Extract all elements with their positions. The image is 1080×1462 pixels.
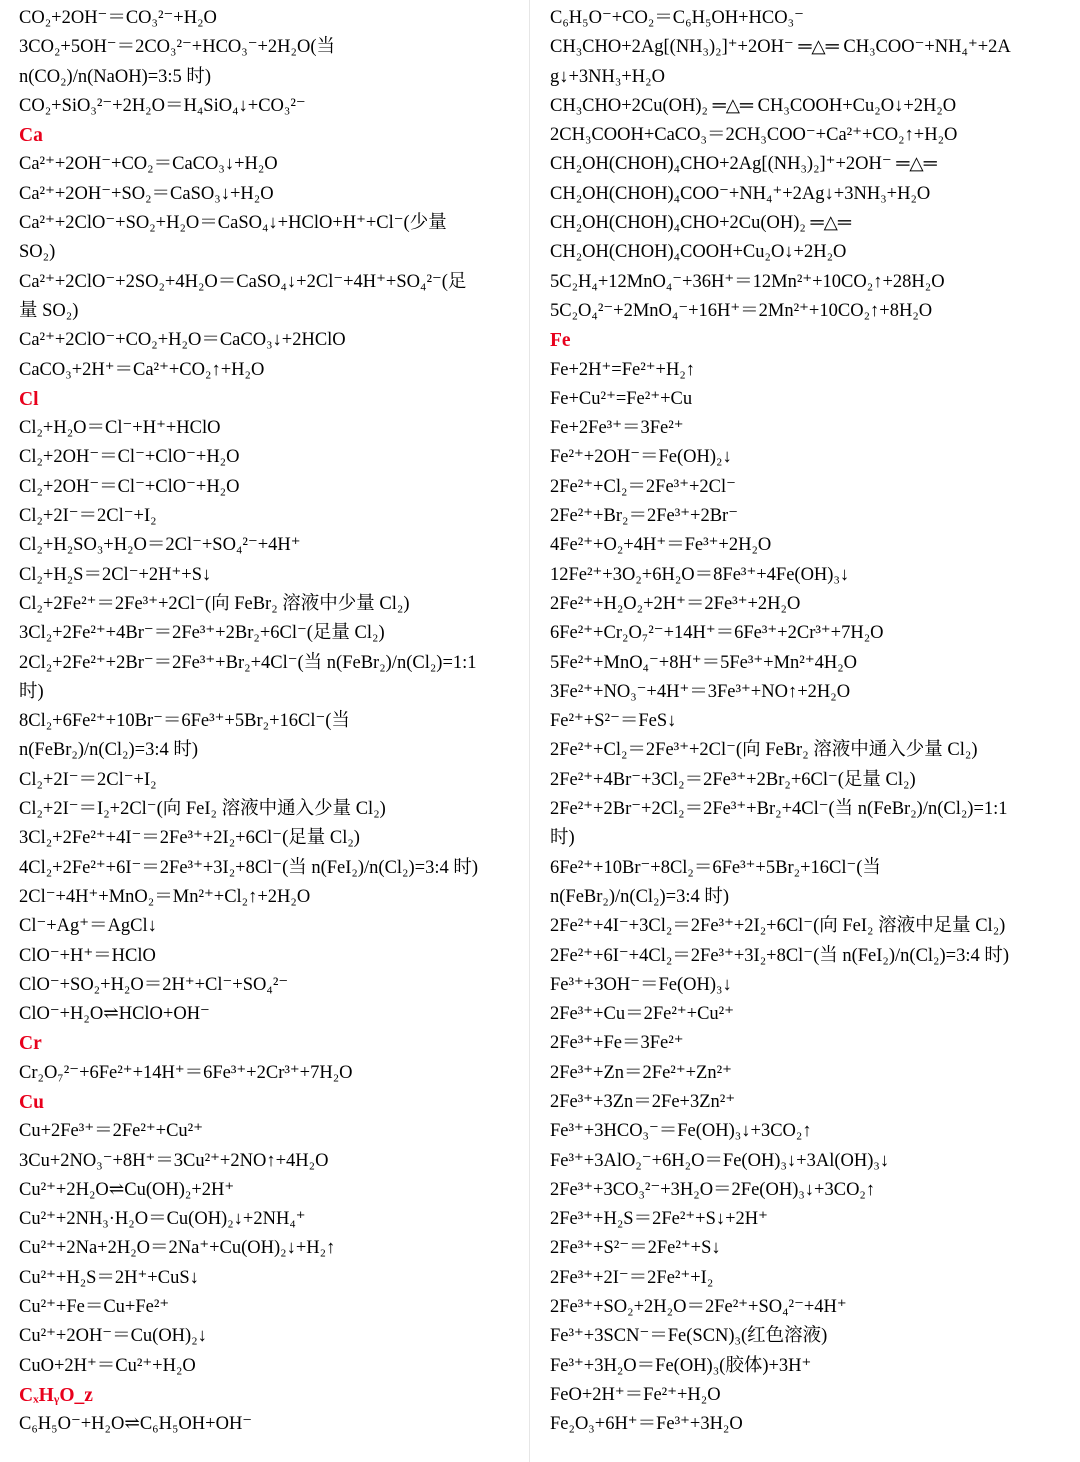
equation-line: 3Cl₂+2Fe²⁺+4Br⁻＝2Fe³⁺+2Br₂+6Cl⁻(足量 Cl₂) [19, 623, 385, 644]
equation-line: Ca²⁺+2OH⁻+SO₂＝CaSO₃↓+H₂O [19, 183, 274, 204]
section-heading: Cl [19, 388, 39, 410]
equation-line: Cr₂O₇²⁻+6Fe²⁺+14H⁺＝6Fe³⁺+2Cr³⁺+7H₂O [19, 1062, 353, 1083]
equation-line: 2Fe³⁺+Zn＝2Fe²⁺+Zn²⁺ [550, 1062, 732, 1083]
equation-line: 6Fe²⁺+Cr₂O₇²⁻+14H⁺＝6Fe³⁺+2Cr³⁺+7H₂O [550, 623, 884, 644]
equation-line: CO₂+SiO₃²⁻+2H₂O＝H₄SiO₄↓+CO₃²⁻ [19, 95, 306, 116]
equation-line: Cu²⁺+H₂S＝2H⁺+CuS↓ [19, 1267, 199, 1288]
equation-line: Fe₂O₃+6H⁺＝Fe³⁺+3H₂O [550, 1414, 743, 1435]
equation-line: Cu+2Fe³⁺＝2Fe²⁺+Cu²⁺ [19, 1121, 203, 1142]
equation-line: CH₃CHO+2Ag[(NH₃)₂]⁺+2OH⁻ ═△═ CH₃COO⁻+NH₄⁺+2A [550, 37, 1011, 58]
equation-line: 5C₂H₄+12MnO₄⁻+36H⁺＝12Mn²⁺+10CO₂↑+28H₂O [550, 271, 945, 292]
equation-line: 5C₂O₄²⁻+2MnO₄⁻+16H⁺＝2Mn²⁺+10CO₂↑+8H₂O [550, 300, 933, 321]
equation-line: 2Fe²⁺+4I⁻+3Cl₂＝2Fe³⁺+2I₂+6Cl⁻(向 FeI₂ 溶液中足量 Cl₂) [550, 916, 1006, 937]
equation-line: C₆H₅O⁻+H₂O⇌C₆H₅OH+OH⁻ [19, 1414, 253, 1435]
equation-line: 2Fe²⁺+Cl₂＝2Fe³⁺+2Cl⁻(向 FeBr₂ 溶液中通入少量 Cl₂) [550, 740, 978, 761]
equation-line: Cl₂+2Fe²⁺＝2Fe³⁺+2Cl⁻(向 FeBr₂ 溶液中少量 Cl₂) [19, 593, 410, 614]
equation-line: CaCO₃+2H⁺＝Ca²⁺+CO₂↑+H₂O [19, 359, 265, 380]
equation-line: 4Cl₂+2Fe²⁺+6I⁻＝2Fe³⁺+3I₂+8Cl⁻(当 n(FeI₂)/n(Cl₂)=3:4 时) [19, 857, 479, 878]
equation-line: 5Fe²⁺+MnO₄⁻+8H⁺＝5Fe³⁺+Mn²⁺4H₂O [550, 652, 858, 673]
equation-line: n(CO₂)/n(NaOH)=3:5 时) [19, 66, 212, 87]
equation-line: 2Fe²⁺+6I⁻+4Cl₂＝2Fe³⁺+3I₂+8Cl⁻(当 n(FeI₂)/n(Cl₂)=3:4 时) [550, 945, 1010, 966]
column-divider [529, 0, 530, 1462]
equation-line: Fe³⁺+3OH⁻＝Fe(OH)₃↓ [550, 974, 732, 995]
equation-line: 8Cl₂+6Fe²⁺+10Br⁻＝6Fe³⁺+5Br₂+16Cl⁻(当 [19, 711, 350, 732]
equation-line: Fe³⁺+3H₂O＝Fe(OH)₃(胶体)+3H⁺ [550, 1355, 812, 1376]
equation-line: Fe+2H⁺=Fe²⁺+H₂↑ [550, 359, 696, 380]
equation-line: 2Fe³⁺+2I⁻＝2Fe²⁺+I₂ [550, 1267, 714, 1288]
equation-line: 2Fe³⁺+SO₂+2H₂O＝2Fe²⁺+SO₄²⁻+4H⁺ [550, 1297, 847, 1318]
equation-line: Cl₂+H₂SO₃+H₂O＝2Cl⁻+SO₄²⁻+4H⁺ [19, 535, 301, 556]
equation-line: Cl₂+2OH⁻＝Cl⁻+ClO⁻+H₂O [19, 476, 240, 497]
equation-line: Fe+Cu²⁺=Fe²⁺+Cu [550, 388, 693, 409]
equation-line: 2Fe³⁺+3CO₃²⁻+3H₂O＝2Fe(OH)₃↓+3CO₂↑ [550, 1179, 876, 1200]
equation-line: Cu²⁺+2Na+2H₂O＝2Na⁺+Cu(OH)₂↓+H₂↑ [19, 1238, 336, 1259]
equation-line: 2Fe³⁺+Fe＝3Fe²⁺ [550, 1033, 684, 1054]
equation-line: 时) [550, 828, 575, 849]
equation-line: 量 SO₂) [19, 300, 79, 321]
equation-line: Fe+2Fe³⁺＝3Fe²⁺ [550, 418, 684, 439]
equation-line: n(FeBr₂)/n(Cl₂)=3:4 时) [19, 740, 199, 761]
equation-line: 2Fe³⁺+H₂S＝2Fe²⁺+S↓+2H⁺ [550, 1209, 768, 1230]
equation-line: Ca²⁺+2ClO⁻+CO₂+H₂O＝CaCO₃↓+2HClO [19, 330, 346, 351]
section-heading: Cu [19, 1091, 44, 1113]
equation-line: CH₂OH(CHOH)₄COO⁻+NH₄⁺+2Ag↓+3NH₃+H₂O [550, 183, 931, 204]
equation-line: 3CO₂+5OH⁻＝2CO₃²⁻+HCO₃⁻+2H₂O(当 [19, 37, 335, 58]
equation-line: Cu²⁺+2H₂O⇌Cu(OH)₂+2H⁺ [19, 1179, 235, 1200]
equation-line: Ca²⁺+2ClO⁻+2SO₂+4H₂O＝CaSO₄↓+2Cl⁻+4H⁺+SO₄²⁻(足 [19, 271, 467, 292]
equation-line: Cl₂+2OH⁻＝Cl⁻+ClO⁻+H₂O [19, 447, 240, 468]
equation-line: Fe³⁺+3SCN⁻＝Fe(SCN)₃(红色溶液) [550, 1326, 828, 1347]
equation-line: Fe²⁺+2OH⁻＝Fe(OH)₂↓ [550, 447, 732, 468]
equation-line: 2CH₃COOH+CaCO₃＝2CH₃COO⁻+Ca²⁺+CO₂↑+H₂O [550, 125, 958, 146]
equation-line: Cl⁻+Ag⁺＝AgCl↓ [19, 916, 157, 937]
equation-line: Fe³⁺+3HCO₃⁻＝Fe(OH)₃↓+3CO₂↑ [550, 1121, 812, 1142]
equation-line: Cu²⁺+2OH⁻＝Cu(OH)₂↓ [19, 1326, 207, 1347]
equation-line: 2Fe²⁺+Br₂＝2Fe³⁺+2Br⁻ [550, 506, 738, 527]
equation-line: ClO⁻+H₂O⇌HClO+OH⁻ [19, 1004, 210, 1025]
equation-line: Cu²⁺+Fe＝Cu+Fe²⁺ [19, 1297, 170, 1318]
left-column [19, 4, 524, 1440]
equation-line: 12Fe²⁺+3O₂+6H₂O＝8Fe³⁺+4Fe(OH)₃↓ [550, 564, 850, 585]
equation-line: FeO+2H⁺＝Fe²⁺+H₂O [550, 1384, 721, 1405]
equation-line: 4Fe²⁺+O₂+4H⁺＝Fe³⁺+2H₂O [550, 535, 772, 556]
section-heading: Fe [550, 330, 571, 352]
equation-line: Fe³⁺+3AlO₂⁻+6H₂O＝Fe(OH)₃↓+3Al(OH)₃↓ [550, 1150, 890, 1171]
equation-line: CuO+2H⁺＝Cu²⁺+H₂O [19, 1355, 196, 1376]
equation-line: 2Cl₂+2Fe²⁺+2Br⁻＝2Fe³⁺+Br₂+4Cl⁻(当 n(FeBr₂)/n(Cl₂)=1:1 [19, 652, 477, 673]
equation-line: Ca²⁺+2ClO⁻+SO₂+H₂O＝CaSO₄↓+HClO+H⁺+Cl⁻(少量 [19, 213, 447, 234]
equation-line: Cu²⁺+2NH₃·H₂O＝Cu(OH)₂↓+2NH₄⁺ [19, 1209, 306, 1230]
equation-line: Cl₂+2I⁻＝2Cl⁻+I₂ [19, 506, 157, 527]
equation-line: CH₂OH(CHOH)₄CHO+2Ag[(NH₃)₂]⁺+2OH⁻ ═△═ [550, 154, 937, 175]
equation-line: 3Fe²⁺+NO₃⁻+4H⁺＝3Fe³⁺+NO↑+2H₂O [550, 681, 851, 702]
equation-line: Cl₂+2I⁻＝2Cl⁻+I₂ [19, 769, 157, 790]
section-heading: Cr [19, 1033, 42, 1055]
equation-line: 时) [19, 681, 44, 702]
equation-line: 2Fe²⁺+4Br⁻+3Cl₂＝2Fe³⁺+2Br₂+6Cl⁻(足量 Cl₂) [550, 769, 916, 790]
equation-line: 2Cl⁻+4H⁺+MnO₂＝Mn²⁺+Cl₂↑+2H₂O [19, 886, 311, 907]
equation-line: ClO⁻+SO₂+H₂O＝2H⁺+Cl⁻+SO₄²⁻ [19, 974, 289, 995]
equation-line: C₆H₅O⁻+CO₂＝C₆H₅OH+HCO₃⁻ [550, 8, 804, 28]
equation-line: 3Cl₂+2Fe²⁺+4I⁻＝2Fe³⁺+2I₂+6Cl⁻(足量 Cl₂) [19, 828, 360, 849]
equation-line: 3Cu+2NO₃⁻+8H⁺＝3Cu²⁺+2NO↑+4H₂O [19, 1150, 329, 1171]
equation-line: Fe²⁺+S²⁻＝FeS↓ [550, 711, 677, 732]
section-heading: Ca [19, 125, 43, 147]
equation-line: Cl₂+H₂O＝Cl⁻+H⁺+HClO [19, 418, 221, 439]
equation-line: 2Fe³⁺+3Zn＝2Fe+3Zn²⁺ [550, 1091, 736, 1112]
equation-line: CH₃CHO+2Cu(OH)₂ ═△═ CH₃COOH+Cu₂O↓+2H₂O [550, 95, 957, 116]
equation-line: n(FeBr₂)/n(Cl₂)=3:4 时) [550, 886, 730, 907]
equation-line: 2Fe³⁺+S²⁻＝2Fe²⁺+S↓ [550, 1238, 721, 1259]
equation-line: Cl₂+H₂S＝2Cl⁻+2H⁺+S↓ [19, 564, 212, 585]
right-column [550, 4, 1072, 1440]
equation-line: CH₂OH(CHOH)₄CHO+2Cu(OH)₂ ═△═ [550, 213, 851, 234]
section-heading: CₓHᵧO_z [19, 1384, 93, 1406]
equation-line: 2Fe²⁺+Cl₂＝2Fe³⁺+2Cl⁻ [550, 476, 736, 497]
equation-line: Cl₂+2I⁻＝I₂+2Cl⁻(向 FeI₂ 溶液中通入少量 Cl₂) [19, 799, 386, 820]
equation-line: 2Fe²⁺+2Br⁻+2Cl₂＝2Fe³⁺+Br₂+4Cl⁻(当 n(FeBr₂)/n(Cl₂)=1:1 [550, 799, 1008, 820]
equation-line: ClO⁻+H⁺＝HClO [19, 945, 156, 966]
equation-line: 2Fe²⁺+H₂O₂+2H⁺＝2Fe³⁺+2H₂O [550, 593, 801, 614]
equation-line: 6Fe²⁺+10Br⁻+8Cl₂＝6Fe³⁺+5Br₂+16Cl⁻(当 [550, 857, 881, 878]
equation-line: CH₂OH(CHOH)₄COOH+Cu₂O↓+2H₂O [550, 242, 847, 263]
equation-line: SO₂) [19, 242, 56, 263]
equation-line: CO₂+2OH⁻＝CO₃²⁻+H₂O [19, 8, 217, 28]
equation-line: Ca²⁺+2OH⁻+CO₂＝CaCO₃↓+H₂O [19, 154, 278, 175]
equation-line: g↓+3NH₃+H₂O [550, 66, 665, 87]
equation-line: 2Fe³⁺+Cu＝2Fe²⁺+Cu²⁺ [550, 1004, 734, 1025]
